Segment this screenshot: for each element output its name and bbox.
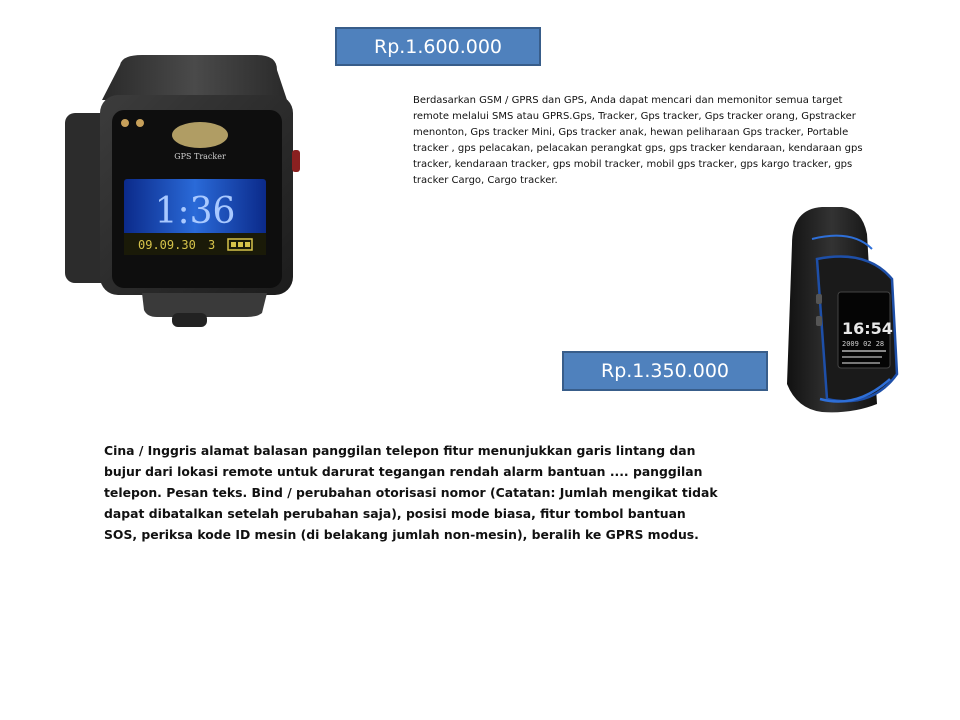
product-1-description: Berdasarkan GSM / GPRS dan GPS, Anda dapat mencari dan memonitor semua target remote melalui SMS atau GPRS.Gps, Tracker, Gps tracker, Gps tracker orang, Gpstracker menonton, Gps tracker Mini, Gps tracker anak, hewan peliharaan Gps tracker, Portable tracker , gps pelacakan, pelacakan perangkat gps, gps tracker kendaraan, kendaraan gps tracker, kendaraan tracker, gps mobil tracker, mobil gps tracker, gps kargo tracker, gps tracker Cargo, Cargo tracker. <box>413 95 863 186</box>
device-time: 16:54 <box>842 319 893 338</box>
price-tag-product-2 <box>562 351 768 391</box>
gps-tracker-watch-square-image <box>62 55 307 335</box>
device-day: 3 <box>208 238 216 252</box>
device-logo-text: GPS Tracker <box>174 152 226 161</box>
product-2-description: Cina / Inggris alamat balasan panggilan telepon fitur menunjukkan garis lintang dan bujur dari lokasi remote untuk darurat tegangan rendah alarm bantuan .... panggilan telepon. Pesan teks. Bind / perubahan otorisasi nomor (Catatan: Jumlah mengikat tidak dapat dibatalkan setelah perubahan saja), posisi mode biasa, fitur tombol bantuan SOS, periksa kode ID mesin (di belakang jumlah non-mesin), beralih ke GPRS modus. <box>104 443 718 542</box>
price-tag-product-1 <box>335 27 541 66</box>
price-label: Rp.1.600.000 <box>374 35 502 58</box>
gps-tracker-watch-round-image <box>772 204 902 414</box>
device-time: 1:36 <box>154 191 236 232</box>
price-label: Rp.1.350.000 <box>601 360 729 382</box>
device-date: 09.09.30 <box>138 238 196 252</box>
device-date: 2009 02 28 <box>842 340 885 348</box>
